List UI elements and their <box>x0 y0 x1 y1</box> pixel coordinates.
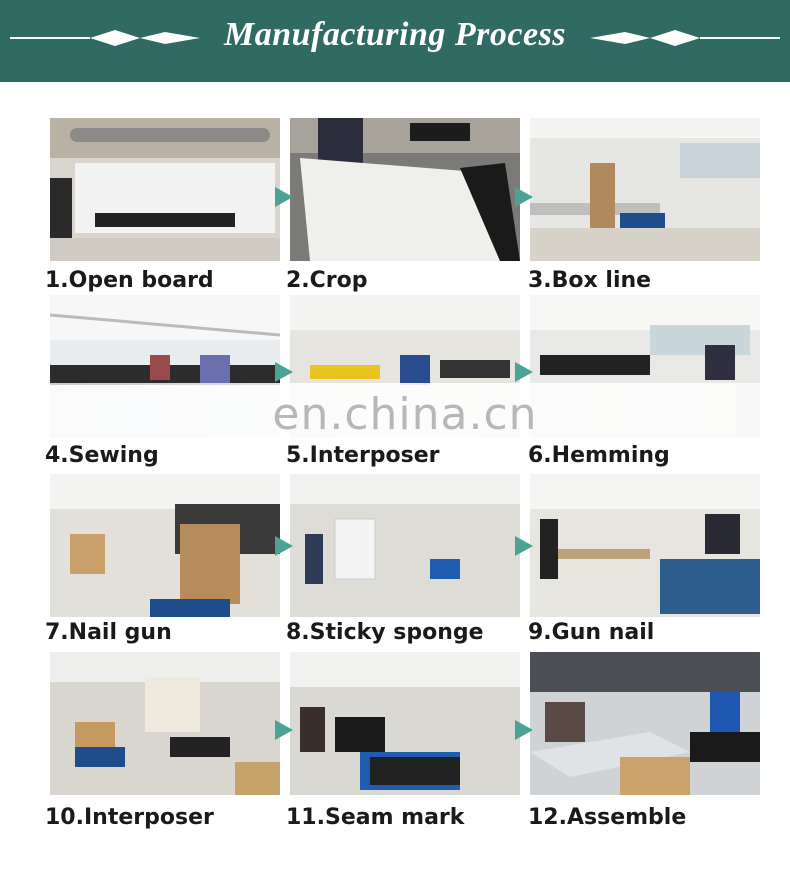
photo-sticky-sponge <box>290 474 520 617</box>
step-label-10: 10.Interposer <box>45 805 214 830</box>
step-label-3: 3.Box line <box>528 268 652 293</box>
photo-interposer-stack <box>50 652 280 795</box>
arrow-right-icon <box>515 362 533 382</box>
watermark <box>45 383 765 443</box>
photo-crop <box>290 118 520 261</box>
step-label-6: 6.Hemming <box>528 443 670 468</box>
watermark-text: en.china.cn <box>272 389 538 440</box>
photo-assemble <box>530 652 760 795</box>
arrow-right-icon <box>515 720 533 740</box>
ornament-right-icon <box>590 28 780 48</box>
step-label-9: 9.Gun nail <box>528 620 655 645</box>
photo-open-board <box>50 118 280 261</box>
step-label-12: 12.Assemble <box>528 805 687 830</box>
step-label-11: 11.Seam mark <box>286 805 465 830</box>
arrow-right-icon <box>275 536 293 556</box>
photo-seam-mark <box>290 652 520 795</box>
arrow-right-icon <box>275 362 293 382</box>
arrow-right-icon <box>515 187 533 207</box>
header-banner <box>0 0 790 82</box>
photo-nail-gun <box>50 474 280 617</box>
arrow-right-icon <box>275 187 293 207</box>
arrow-right-icon <box>275 720 293 740</box>
photo-box-line <box>530 118 760 261</box>
page-title: Manufacturing Process <box>223 16 567 53</box>
step-label-4: 4.Sewing <box>45 443 159 468</box>
arrow-right-icon <box>515 536 533 556</box>
step-label-2: 2.Crop <box>286 268 368 293</box>
step-label-5: 5.Interposer <box>286 443 440 468</box>
step-label-8: 8.Sticky sponge <box>286 620 484 645</box>
step-label-1: 1.Open board <box>45 268 214 293</box>
step-label-7: 7.Nail gun <box>45 620 172 645</box>
photo-gun-nail <box>530 474 760 617</box>
